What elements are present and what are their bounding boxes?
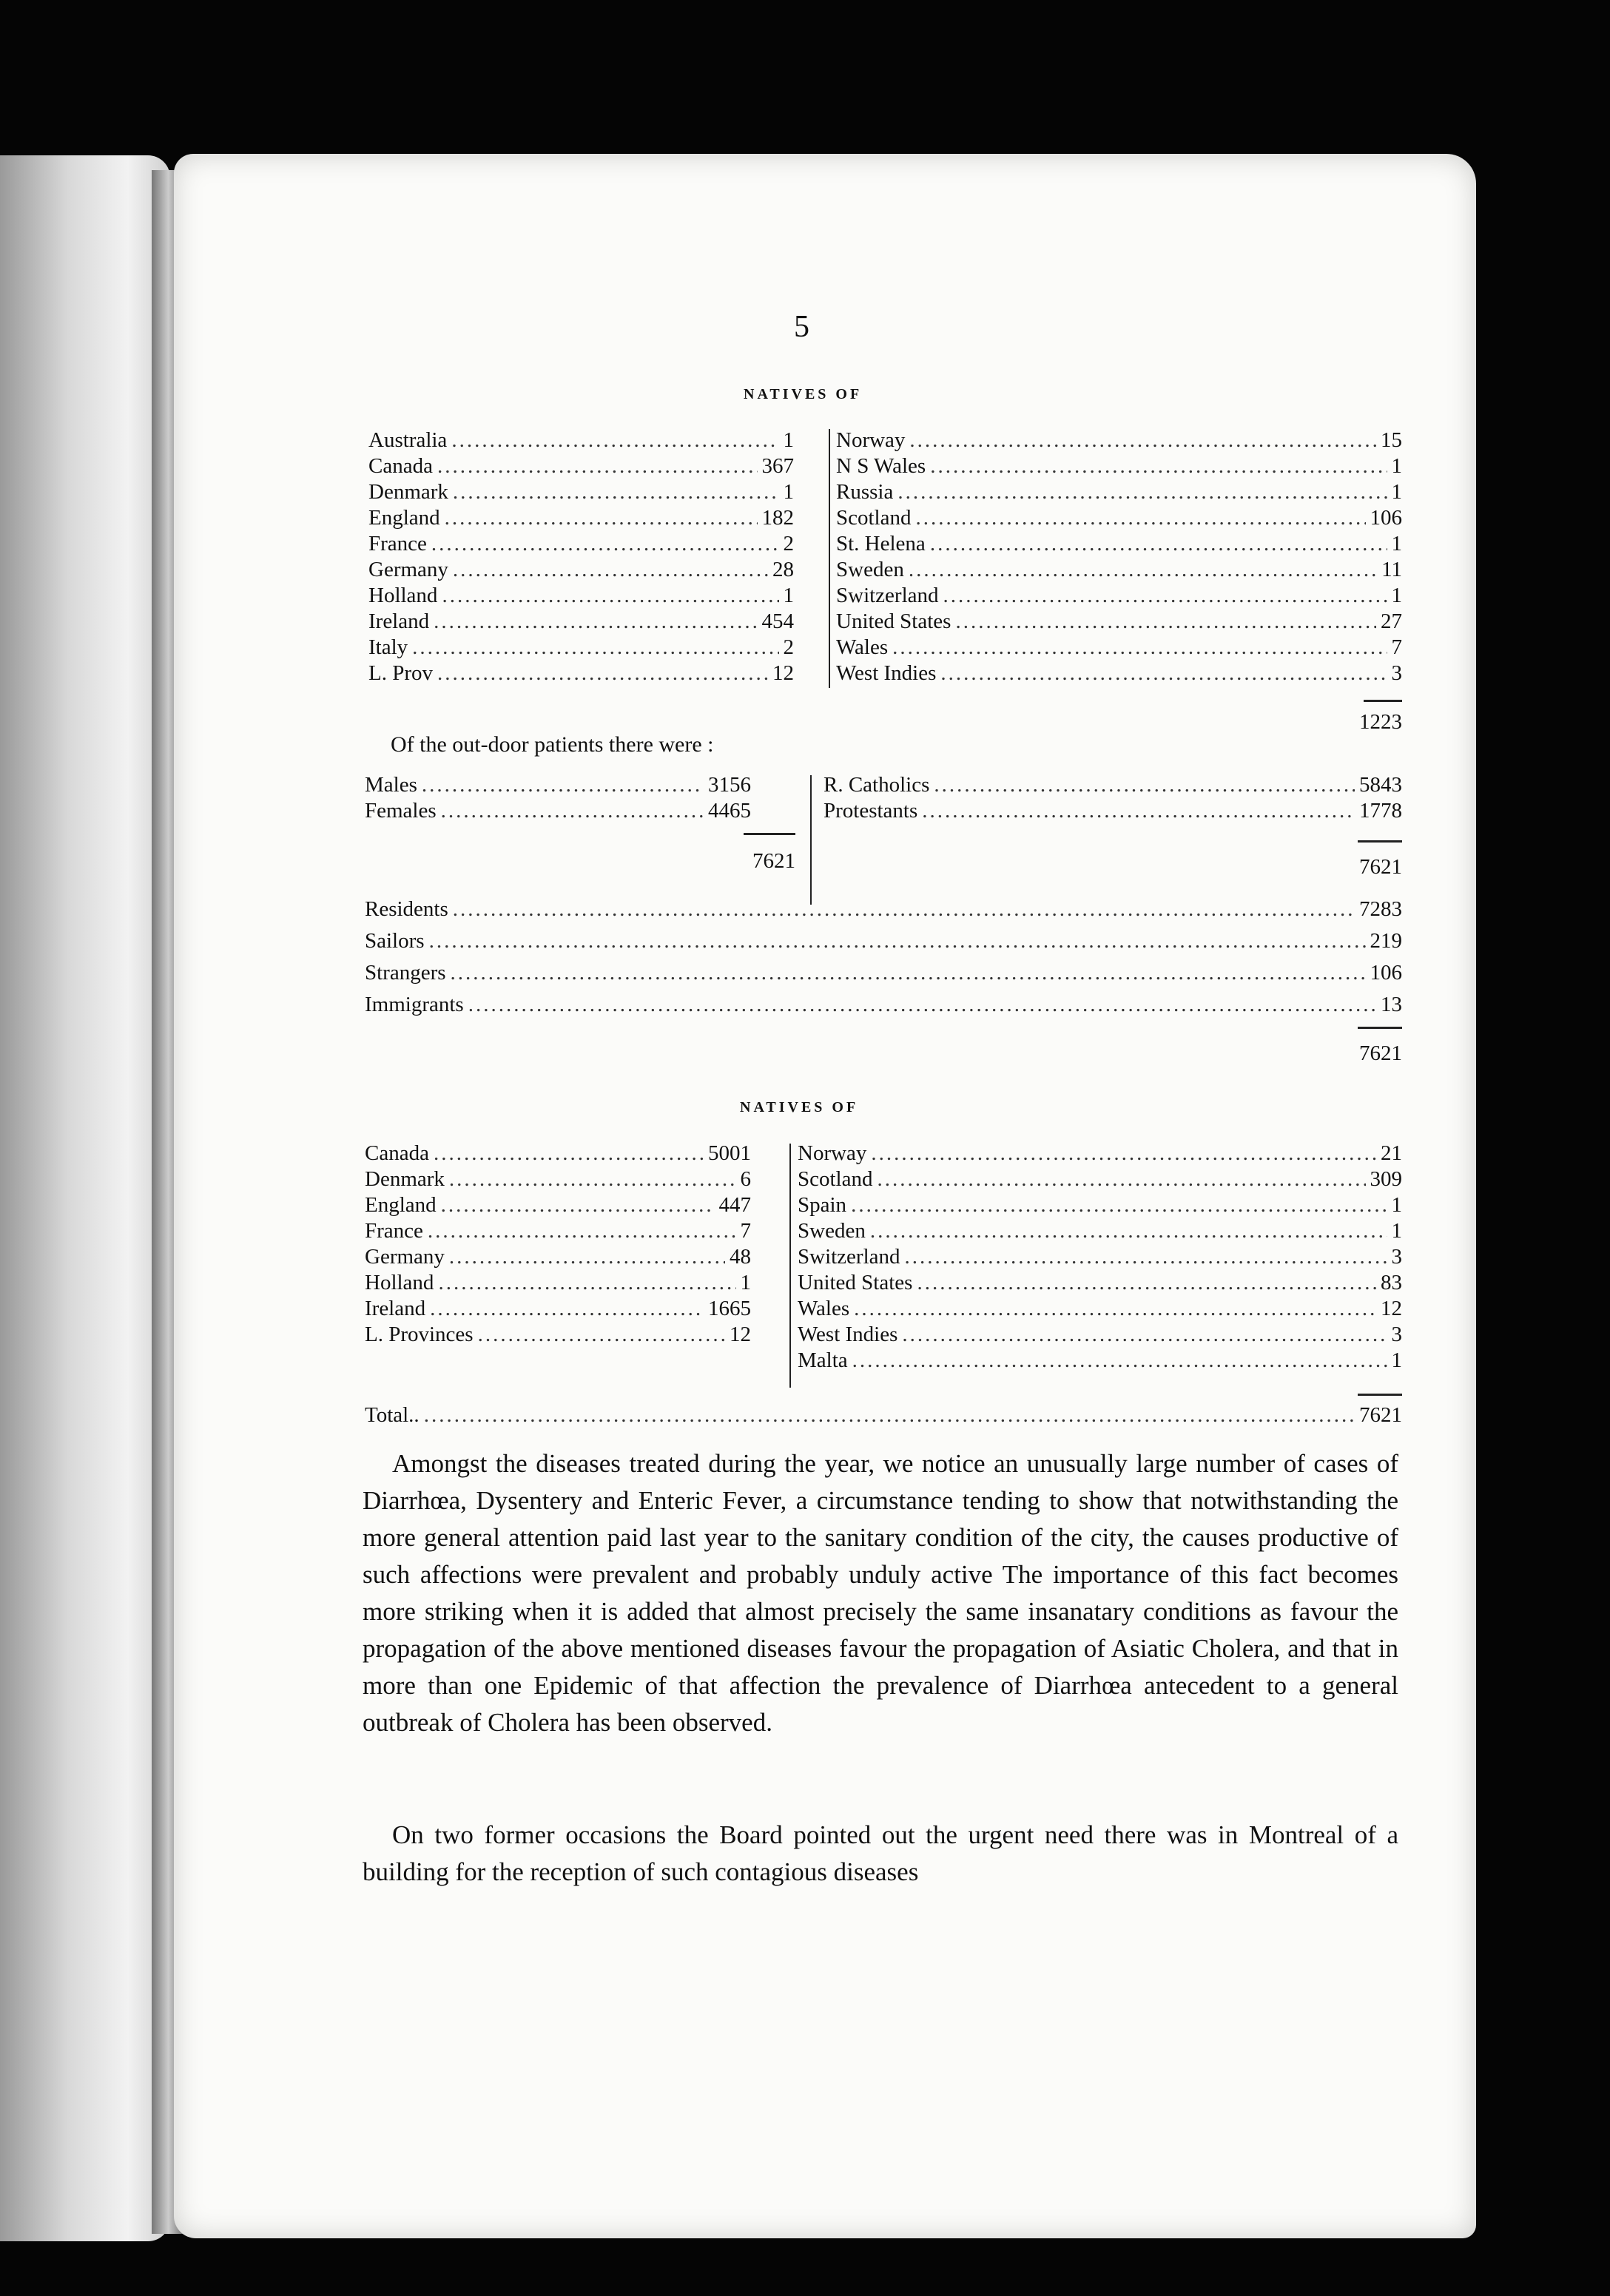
leader-dots bbox=[429, 925, 1366, 957]
table-row bbox=[368, 505, 794, 531]
table-row bbox=[365, 925, 1402, 957]
table-row bbox=[368, 635, 794, 661]
row-value: 1 bbox=[1391, 1348, 1402, 1372]
row-value: 1778 bbox=[1359, 799, 1402, 823]
natives-table-1-left bbox=[368, 428, 794, 686]
leader-dots bbox=[917, 1270, 1376, 1296]
leader-dots bbox=[428, 1218, 736, 1244]
leader-dots bbox=[422, 772, 704, 798]
row-value: 5843 bbox=[1359, 773, 1402, 797]
table-row bbox=[798, 1322, 1402, 1348]
row-value: 1 bbox=[740, 1271, 751, 1294]
natives-caption-1: NATIVES OF bbox=[744, 386, 863, 402]
table-row bbox=[798, 1166, 1402, 1192]
leader-dots bbox=[434, 1141, 704, 1166]
table-row bbox=[365, 1244, 751, 1270]
row-label: France bbox=[368, 532, 427, 556]
leader-dots bbox=[453, 557, 768, 583]
sex-table bbox=[365, 772, 751, 824]
row-value: 3156 bbox=[708, 773, 751, 797]
table-row bbox=[365, 1296, 751, 1322]
table-row bbox=[836, 505, 1402, 531]
row-label: Norway bbox=[836, 428, 906, 452]
table-row bbox=[365, 772, 751, 798]
document-page bbox=[174, 154, 1476, 2238]
row-value: 367 bbox=[761, 454, 794, 478]
row-value: 106 bbox=[1370, 506, 1402, 530]
leader-dots bbox=[453, 894, 1355, 925]
row-value: 219 bbox=[1370, 929, 1402, 953]
status-total: 7621 bbox=[1359, 1041, 1402, 1065]
leader-dots bbox=[441, 798, 704, 824]
row-value: 1665 bbox=[708, 1297, 751, 1320]
table-row bbox=[798, 1296, 1402, 1322]
row-label: Protestants bbox=[823, 799, 918, 823]
leader-dots bbox=[902, 1322, 1387, 1348]
row-label: L. Prov bbox=[368, 661, 433, 685]
row-label: Holland bbox=[365, 1271, 434, 1294]
table-row bbox=[365, 1166, 751, 1192]
row-label: Canada bbox=[365, 1141, 429, 1165]
table-row bbox=[368, 583, 794, 609]
table-row bbox=[365, 957, 1402, 989]
natives-table-2-left bbox=[365, 1141, 751, 1348]
row-label: Residents bbox=[365, 897, 448, 921]
row-label: Malta bbox=[798, 1348, 848, 1372]
row-value: 1 bbox=[1391, 584, 1402, 607]
row-label: Sweden bbox=[798, 1219, 866, 1243]
sum-rule bbox=[1358, 1394, 1402, 1396]
leader-dots bbox=[878, 1166, 1366, 1192]
leader-dots bbox=[451, 428, 778, 453]
leader-dots bbox=[445, 505, 758, 531]
leader-dots bbox=[453, 479, 779, 505]
table-row bbox=[365, 1141, 751, 1166]
status-table bbox=[365, 894, 1402, 1021]
row-label: United States bbox=[836, 610, 951, 633]
natives-caption-2: NATIVES OF bbox=[740, 1099, 859, 1115]
row-label: Wales bbox=[836, 635, 889, 659]
sex-total: 7621 bbox=[752, 849, 795, 873]
row-label: United States bbox=[798, 1271, 913, 1294]
table-row bbox=[836, 428, 1402, 453]
facing-page-edge bbox=[0, 155, 170, 2241]
row-label: L. Provinces bbox=[365, 1323, 474, 1346]
row-value: 27 bbox=[1381, 610, 1402, 633]
row-label: Sweden bbox=[836, 558, 904, 581]
row-label: Italy bbox=[368, 635, 408, 659]
row-label: Strangers bbox=[365, 961, 446, 985]
row-value: 12 bbox=[772, 661, 794, 685]
table-row bbox=[798, 1348, 1402, 1374]
row-value: 182 bbox=[761, 506, 794, 530]
row-label: Denmark bbox=[368, 480, 448, 504]
sum-rule bbox=[1364, 700, 1402, 702]
row-value: 7283 bbox=[1359, 897, 1402, 921]
row-label: France bbox=[365, 1219, 423, 1243]
leader-dots bbox=[851, 1192, 1387, 1218]
leader-dots bbox=[449, 1166, 736, 1192]
table-row bbox=[836, 609, 1402, 635]
leader-dots bbox=[870, 1218, 1387, 1244]
leader-dots bbox=[922, 798, 1355, 824]
table-row bbox=[836, 661, 1402, 686]
row-label: Immigrants bbox=[365, 993, 464, 1016]
table-row bbox=[368, 428, 794, 453]
leader-dots bbox=[940, 661, 1387, 686]
leader-dots bbox=[434, 609, 757, 635]
row-value: 1 bbox=[783, 584, 794, 607]
page-number: 5 bbox=[794, 310, 809, 344]
table-row bbox=[365, 1322, 751, 1348]
row-label: Holland bbox=[368, 584, 438, 607]
row-value: 7 bbox=[1391, 635, 1402, 659]
table-row bbox=[836, 583, 1402, 609]
row-label: Switzerland bbox=[798, 1245, 900, 1269]
row-value: 11 bbox=[1381, 558, 1402, 581]
leader-dots bbox=[909, 557, 1377, 583]
table-row bbox=[823, 772, 1402, 798]
table-row bbox=[368, 531, 794, 557]
leader-dots bbox=[934, 772, 1355, 798]
row-label: Russia bbox=[836, 480, 894, 504]
natives-table-1-right bbox=[836, 428, 1402, 686]
row-value: 1 bbox=[1391, 532, 1402, 556]
row-value: 15 bbox=[1381, 428, 1402, 452]
row-label: Males bbox=[365, 773, 417, 797]
row-label: Ireland bbox=[368, 610, 430, 633]
leader-dots bbox=[905, 1244, 1387, 1270]
column-divider bbox=[789, 1144, 791, 1388]
row-label: Sailors bbox=[365, 929, 425, 953]
leader-dots bbox=[930, 531, 1387, 557]
row-value: 4465 bbox=[708, 799, 751, 823]
row-label: Germany bbox=[368, 558, 448, 581]
leader-dots bbox=[451, 957, 1366, 989]
table-row bbox=[798, 1270, 1402, 1296]
row-label: West Indies bbox=[798, 1323, 898, 1346]
row-value: 6 bbox=[740, 1167, 751, 1191]
sum-rule bbox=[1358, 1027, 1402, 1029]
table-row bbox=[798, 1218, 1402, 1244]
row-label: St. Helena bbox=[836, 532, 926, 556]
leader-dots bbox=[442, 583, 778, 609]
leader-dots bbox=[852, 1348, 1387, 1374]
leader-dots bbox=[892, 635, 1387, 661]
row-value: 5001 bbox=[708, 1141, 751, 1165]
natives-1-total: 1223 bbox=[1359, 710, 1402, 734]
row-label: R. Catholics bbox=[823, 773, 930, 797]
religion-table bbox=[823, 772, 1402, 824]
table-row bbox=[365, 1270, 751, 1296]
row-label: Norway bbox=[798, 1141, 867, 1165]
leader-dots bbox=[437, 661, 768, 686]
leader-dots bbox=[854, 1296, 1376, 1322]
row-value: 1 bbox=[783, 480, 794, 504]
leader-dots bbox=[437, 453, 758, 479]
row-value: 3 bbox=[1391, 1245, 1402, 1269]
table-row bbox=[368, 453, 794, 479]
table-row bbox=[368, 609, 794, 635]
religion-total: 7621 bbox=[1359, 855, 1402, 879]
row-value: 106 bbox=[1370, 961, 1402, 985]
row-label: N S Wales bbox=[836, 454, 926, 478]
leader-dots bbox=[909, 428, 1376, 453]
table-row bbox=[836, 479, 1402, 505]
row-value: 83 bbox=[1381, 1271, 1402, 1294]
row-label: Scotland bbox=[798, 1167, 873, 1191]
row-value: 12 bbox=[730, 1323, 751, 1346]
natives-table-2-right bbox=[798, 1141, 1402, 1374]
natives-2-total-row bbox=[365, 1402, 1402, 1428]
table-row bbox=[368, 479, 794, 505]
table-row bbox=[365, 1218, 751, 1244]
leader-dots bbox=[430, 1296, 704, 1322]
row-value: 3 bbox=[1391, 1323, 1402, 1346]
row-label: Australia bbox=[368, 428, 448, 452]
row-label: Denmark bbox=[365, 1167, 445, 1191]
table-row bbox=[836, 635, 1402, 661]
leader-dots bbox=[955, 609, 1376, 635]
body-paragraph-2: On two former occasions the Board pointed out the urgent need there was in Montreal of a building for the reception of such contagious diseases bbox=[363, 1820, 1398, 1886]
row-label: West Indies bbox=[836, 661, 937, 685]
row-value: 447 bbox=[718, 1193, 751, 1217]
leader-dots bbox=[916, 505, 1366, 531]
row-value: 309 bbox=[1370, 1167, 1402, 1191]
column-divider bbox=[810, 775, 812, 905]
row-value: 3 bbox=[1391, 661, 1402, 685]
table-row bbox=[368, 557, 794, 583]
natives-2-total: 7621 bbox=[1359, 1403, 1402, 1427]
table-row bbox=[365, 798, 751, 824]
leader-dots bbox=[468, 989, 1376, 1021]
leader-dots bbox=[441, 1192, 715, 1218]
leader-dots bbox=[478, 1322, 725, 1348]
row-value: 1 bbox=[1391, 1193, 1402, 1217]
row-value: 1 bbox=[783, 428, 794, 452]
total-label: Total.. bbox=[365, 1403, 420, 1427]
row-label: Wales bbox=[798, 1297, 850, 1320]
row-label: Germany bbox=[365, 1245, 445, 1269]
table-row bbox=[368, 661, 794, 686]
row-value: 28 bbox=[772, 558, 794, 581]
leader-dots bbox=[449, 1244, 725, 1270]
row-label: Switzerland bbox=[836, 584, 939, 607]
table-row bbox=[798, 1244, 1402, 1270]
leader-dots bbox=[871, 1141, 1376, 1166]
body-paragraph-1: Amongst the diseases treated during the year, we notice an unusually large number of cases of Diarrhœa, Dysentery and Enteric Fever, a circumstance tending to show that notwithstanding the more general attention paid last year to the sanitary condition of the city, the causes productive of such affections were prevalent and probably unduly active The importance of this fact becomes more striking when it is added that almost precisely the same insanatary conditions as favour the propagation of the above mentioned diseases favour the propagation of Asiatic Cholera, and that in more than one Epidemic of that affection the prevalence of Diarrhœa antecedent to a general outbreak of Cholera has been observed. bbox=[363, 1449, 1398, 1737]
leader-dots bbox=[930, 453, 1387, 479]
row-label: Ireland bbox=[365, 1297, 426, 1320]
row-label: Canada bbox=[368, 454, 433, 478]
leader-dots bbox=[438, 1270, 735, 1296]
row-value: 1 bbox=[1391, 454, 1402, 478]
outdoor-intro: Of the out-door patients there were : bbox=[391, 732, 714, 757]
leader-dots bbox=[412, 635, 778, 661]
row-value: 2 bbox=[783, 635, 794, 659]
table-row bbox=[365, 894, 1402, 925]
row-label: Spain bbox=[798, 1193, 847, 1217]
table-row bbox=[836, 531, 1402, 557]
row-value: 48 bbox=[730, 1245, 751, 1269]
row-value: 7 bbox=[740, 1219, 751, 1243]
row-value: 2 bbox=[783, 532, 794, 556]
table-row bbox=[836, 557, 1402, 583]
row-value: 13 bbox=[1381, 993, 1402, 1016]
row-value: 454 bbox=[761, 610, 794, 633]
row-label: Females bbox=[365, 799, 437, 823]
leader-dots bbox=[943, 583, 1387, 609]
table-row bbox=[798, 1141, 1402, 1166]
row-label: England bbox=[368, 506, 440, 530]
table-row bbox=[823, 798, 1402, 824]
row-value: 21 bbox=[1381, 1141, 1402, 1165]
sum-rule bbox=[744, 833, 795, 835]
table-row bbox=[365, 989, 1402, 1021]
row-label: England bbox=[365, 1193, 437, 1217]
row-value: 12 bbox=[1381, 1297, 1402, 1320]
leader-dots bbox=[431, 531, 779, 557]
row-value: 1 bbox=[1391, 480, 1402, 504]
row-label: Scotland bbox=[836, 506, 912, 530]
table-row bbox=[798, 1192, 1402, 1218]
leader-dots bbox=[897, 479, 1387, 505]
table-row bbox=[836, 453, 1402, 479]
column-divider bbox=[829, 429, 830, 688]
row-value: 1 bbox=[1391, 1219, 1402, 1243]
sum-rule bbox=[1358, 840, 1402, 843]
table-row bbox=[365, 1192, 751, 1218]
